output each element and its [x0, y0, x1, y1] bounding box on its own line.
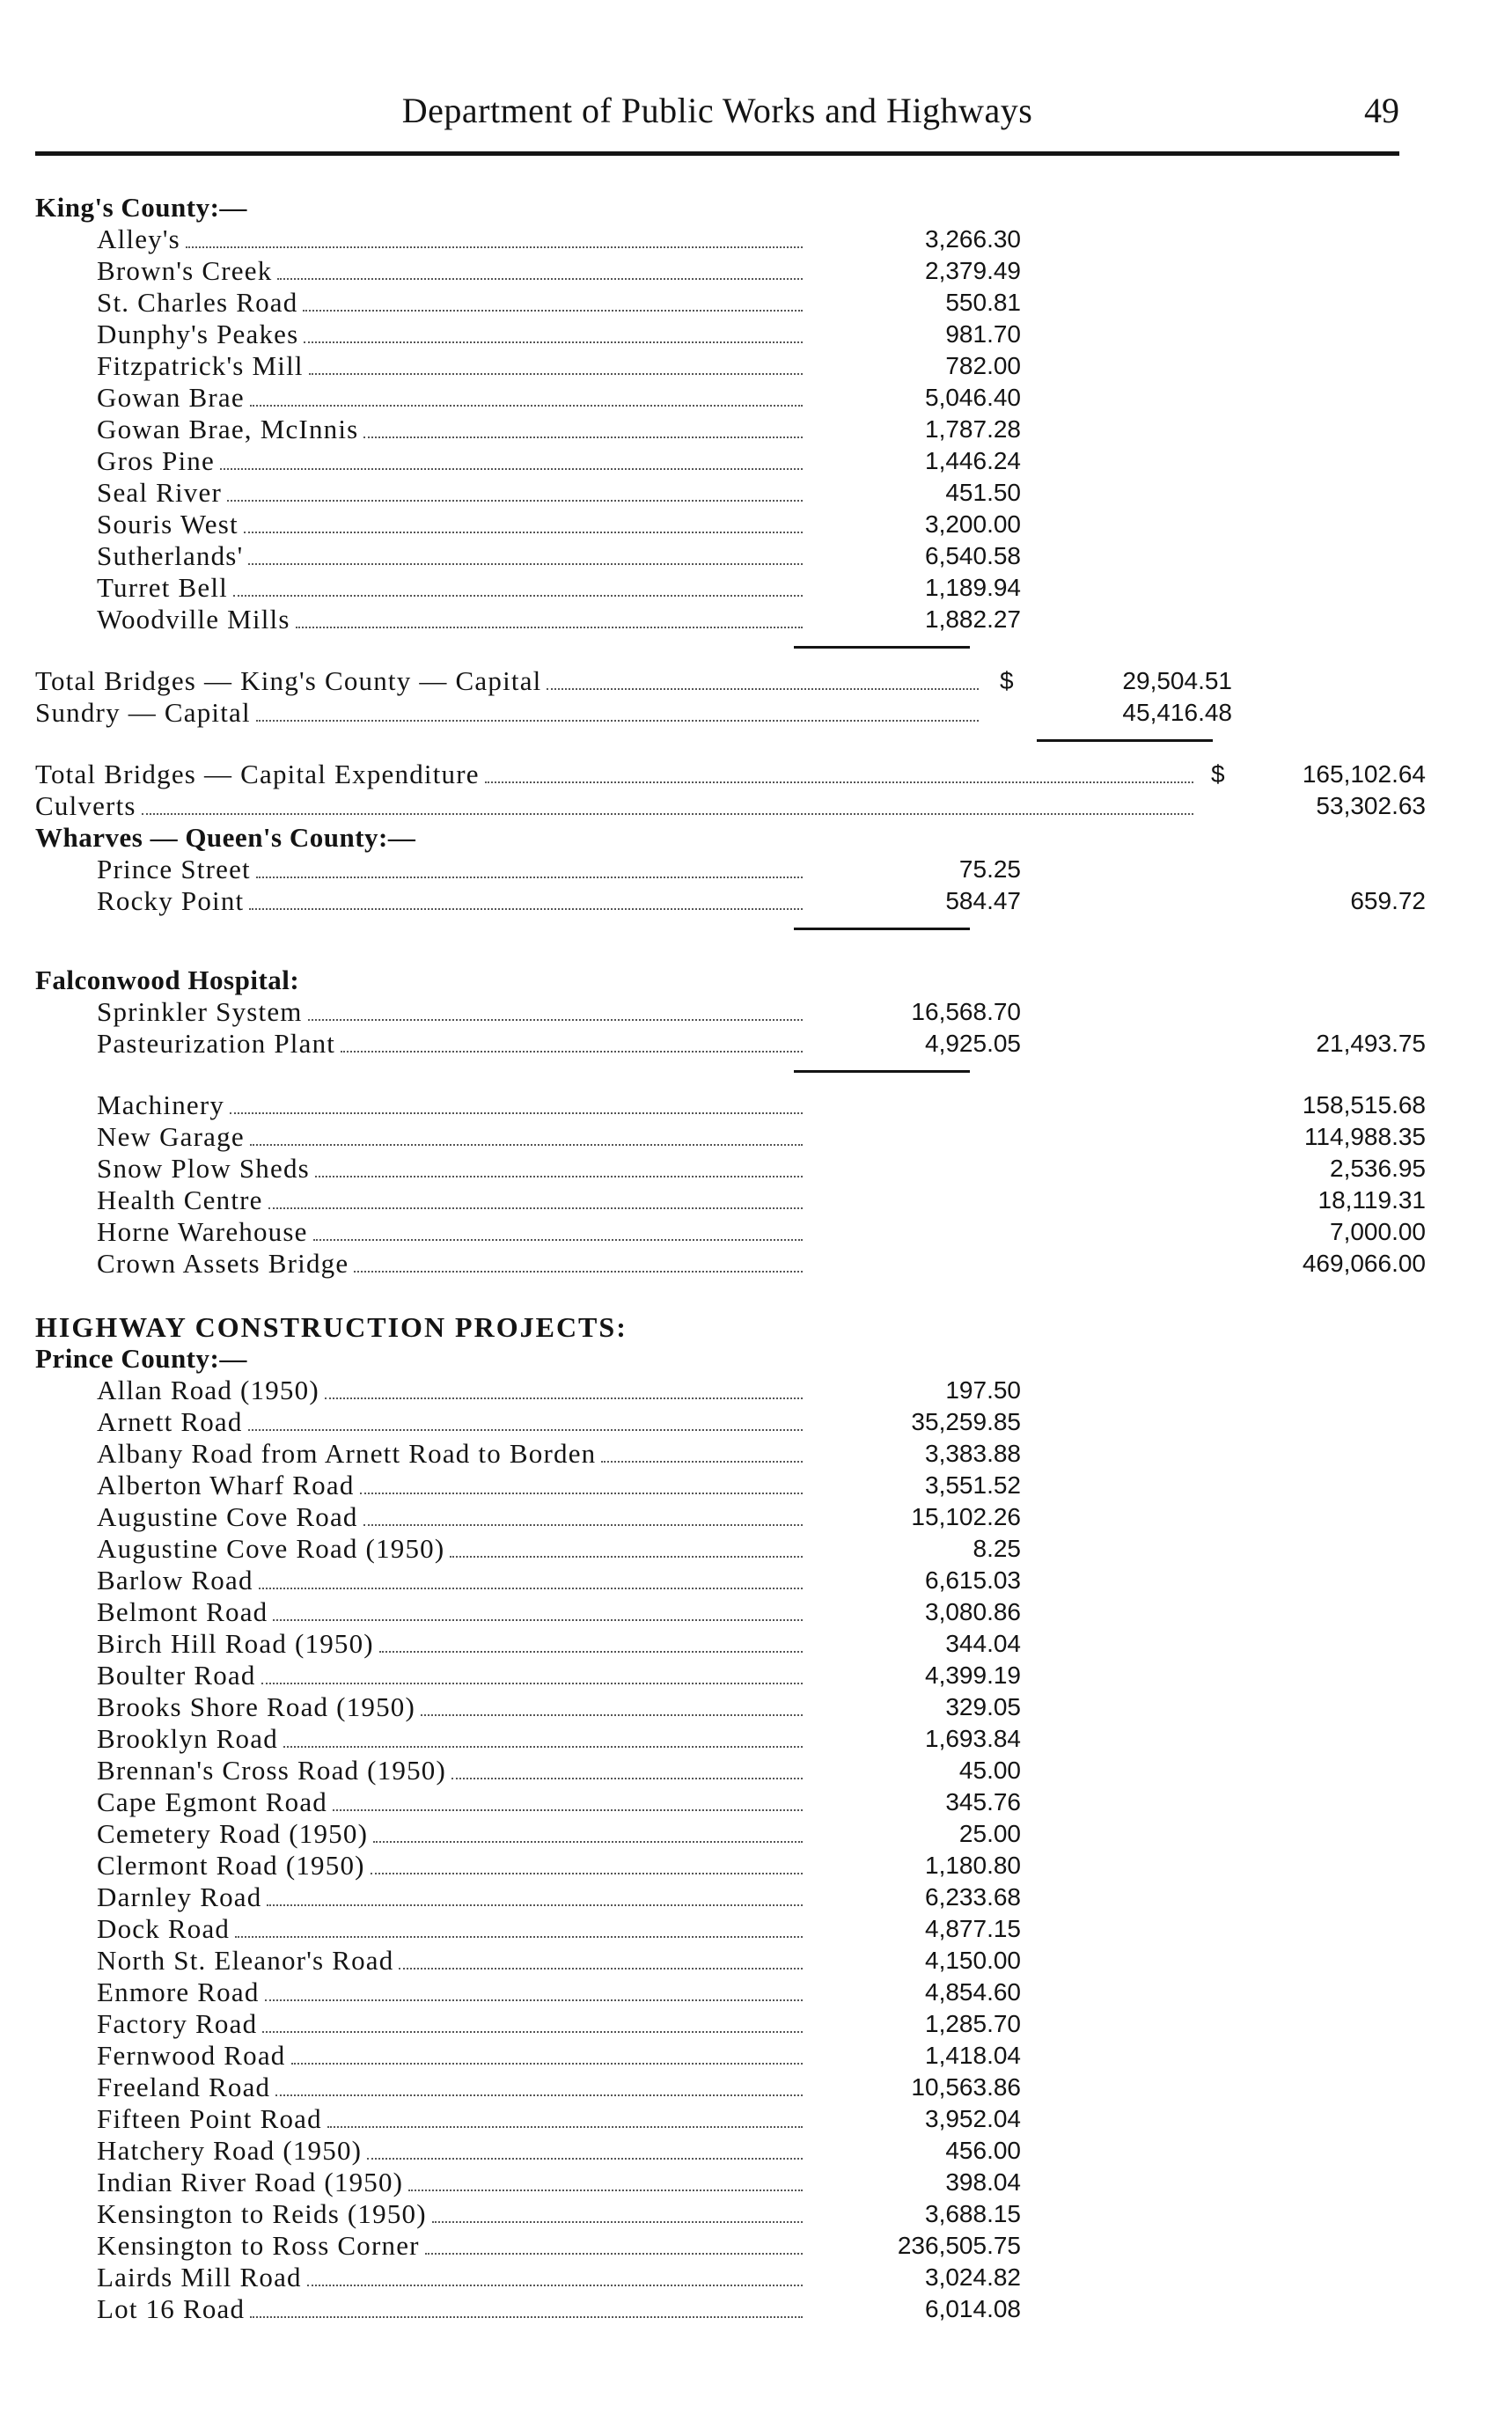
row-value: 158,515.68: [1302, 1091, 1426, 1119]
row-value: 550.81: [945, 289, 1021, 316]
falconwood-item-value: 4,925.05: [925, 1030, 1021, 1057]
leader-dots: [273, 1598, 803, 1621]
leader-dots: [248, 542, 803, 565]
leader-dots: [303, 289, 803, 312]
ledger-row: [35, 604, 1408, 635]
leader-dots: [325, 1376, 803, 1399]
ledger-row: [35, 445, 1408, 477]
row-value: 10,563.86: [911, 2073, 1021, 2101]
falconwood-total: 21,493.75: [1316, 1030, 1426, 1057]
total-bridges-capex-value: 165,102.64: [1302, 760, 1426, 788]
row-label: Freeland Road: [97, 2072, 806, 2103]
ledger-row: [35, 2040, 1408, 2072]
leader-dots: [373, 1820, 803, 1843]
row-value: 35,259.85: [911, 1408, 1021, 1435]
row-label: Augustine Cove Road: [97, 1501, 806, 1533]
total-bridges-capex-label: Total Bridges — Capital Expenditure: [35, 759, 1197, 790]
row-value: 2,536.95: [1330, 1155, 1426, 1182]
ledger-row: [35, 1882, 1408, 1913]
leader-dots: [249, 887, 803, 910]
row-label: North St. Eleanor's Road: [97, 1945, 806, 1977]
ledger-row: [35, 1216, 1426, 1248]
falconwood-item-value: 16,568.70: [911, 998, 1021, 1025]
row-value: 1,882.27: [925, 605, 1021, 633]
subtotal-rule: [794, 1070, 970, 1073]
row-value: 197.50: [945, 1376, 1021, 1404]
leader-dots: [421, 1693, 803, 1716]
total-bridges-kings-row: [35, 665, 1408, 697]
kings-subtotal-rule-row: [35, 635, 1408, 665]
leader-dots: [601, 1440, 803, 1463]
row-value: 236,505.75: [897, 2232, 1021, 2259]
misc-capital-list: [35, 1089, 1426, 1280]
leader-dots: [233, 574, 803, 597]
row-label: Darnley Road: [97, 1882, 806, 1913]
leader-dots: [485, 760, 1193, 783]
ledger-row: [35, 1977, 1408, 2008]
leader-dots: [371, 1852, 803, 1874]
row-label: Dock Road: [97, 1913, 806, 1945]
row-label: Turret Bell: [97, 572, 806, 604]
leader-dots: [367, 2137, 803, 2160]
leader-dots: [379, 1630, 803, 1653]
dollar-sign: $: [1000, 667, 1014, 694]
row-value: 4,399.19: [925, 1661, 1021, 1689]
ledger-row: [35, 2230, 1408, 2262]
leader-dots: [399, 1947, 803, 1970]
row-label: Factory Road: [97, 2008, 806, 2040]
leader-dots: [363, 415, 803, 438]
page-header: [35, 81, 1399, 144]
row-value: 3,024.82: [925, 2263, 1021, 2291]
row-value: 451.50: [945, 479, 1021, 506]
row-label: Alberton Wharf Road: [97, 1470, 806, 1501]
row-label: Allan Road (1950): [97, 1375, 806, 1406]
ledger-row: [35, 382, 1408, 414]
ledger-row: [35, 1185, 1426, 1216]
ledger-row: [35, 1945, 1408, 1977]
leader-dots: [248, 1408, 803, 1431]
falconwood-item-label: Sprinkler System: [97, 996, 806, 1028]
ledger-row: [35, 1501, 1408, 1533]
highway-projects-list: [35, 1375, 1408, 2325]
ledger-row: [35, 1850, 1408, 1882]
wharves-item-row: [35, 854, 1408, 885]
row-label: Barlow Road: [97, 1565, 806, 1596]
row-label: Boulter Road: [97, 1660, 806, 1691]
row-label: Lot 16 Road: [97, 2293, 806, 2325]
row-label: Gros Pine: [97, 445, 806, 477]
row-value: 18,119.31: [1317, 1186, 1426, 1214]
ledger-row: [35, 1723, 1408, 1755]
leader-dots: [363, 1503, 803, 1526]
ledger-row: [35, 2072, 1408, 2103]
ledger-row: [35, 2167, 1408, 2198]
row-value: 1,189.94: [925, 574, 1021, 601]
ledger-row: [35, 414, 1408, 445]
ledger-row: [35, 1596, 1408, 1628]
leader-dots: [250, 1123, 803, 1146]
ledger-row: [35, 1660, 1408, 1691]
row-label: Albany Road from Arnett Road to Borden: [97, 1438, 806, 1470]
leader-dots: [277, 257, 803, 280]
ledger-row: [35, 1818, 1408, 1850]
row-label: Dunphy's Peakes: [97, 319, 806, 350]
ledger-row: [35, 1089, 1426, 1121]
row-label: Horne Warehouse: [97, 1216, 806, 1248]
row-value: 3,080.86: [925, 1598, 1021, 1625]
subtotal-rule: [794, 646, 970, 649]
wharves-rule-row: [35, 917, 1408, 947]
row-value: 1,180.80: [925, 1852, 1021, 1879]
row-value: 981.70: [945, 320, 1021, 348]
ledger-row: [35, 1438, 1408, 1470]
row-value: 4,150.00: [925, 1947, 1021, 1974]
row-label: Indian River Road (1950): [97, 2167, 806, 2198]
ledger-row: [35, 319, 1408, 350]
row-label: Fernwood Road: [97, 2040, 806, 2072]
leader-dots: [354, 1250, 803, 1273]
ledger-row: [35, 509, 1408, 540]
row-label: Clermont Road (1950): [97, 1850, 806, 1882]
subtotal-rule: [1037, 739, 1213, 742]
ledger-row: [35, 2198, 1408, 2230]
row-label: Snow Plow Sheds: [97, 1153, 806, 1185]
wharves-heading-row: [35, 822, 1408, 854]
total-bridges-kings-label: Total Bridges — King's County — Capital: [35, 665, 982, 697]
row-label: Cemetery Road (1950): [97, 1818, 806, 1850]
total-bridges-kings-value: 29,504.51: [1122, 667, 1232, 694]
row-value: 456.00: [945, 2137, 1021, 2164]
ledger-row: [35, 1153, 1426, 1185]
row-label: Hatchery Road (1950): [97, 2135, 806, 2167]
page-title: Department of Public Works and Highways: [401, 91, 1033, 130]
wharves-item-row: [35, 885, 1426, 917]
row-value: 114,988.35: [1303, 1123, 1426, 1150]
dollar-sign: $: [1211, 760, 1225, 788]
leader-dots: [432, 2200, 803, 2223]
ledger-row: [35, 1375, 1408, 1406]
row-value: 2,379.49: [925, 257, 1021, 284]
row-value: 1,693.84: [925, 1725, 1021, 1752]
row-value: 45.00: [958, 1757, 1021, 1784]
ledger-row: [35, 2135, 1408, 2167]
kings-county-list: [35, 224, 1408, 635]
row-label: Crown Assets Bridge: [97, 1248, 806, 1280]
falconwood-item-row: [35, 996, 1408, 1028]
falconwood-item-label: Pasteurization Plant: [97, 1028, 806, 1060]
ledger-row: [35, 1628, 1408, 1660]
row-value: 398.04: [945, 2168, 1021, 2196]
spacer: [35, 947, 1408, 965]
row-label: Arnett Road: [97, 1406, 806, 1438]
row-value: 6,014.08: [925, 2295, 1021, 2322]
culverts-value: 53,302.63: [1316, 792, 1426, 819]
ledger-row: [35, 2103, 1408, 2135]
row-value: 345.76: [945, 1788, 1021, 1815]
row-label: Kensington to Ross Corner: [97, 2230, 806, 2262]
row-label: Fifteen Point Road: [97, 2103, 806, 2135]
row-value: 3,200.00: [925, 510, 1021, 538]
leader-dots: [262, 2010, 803, 2033]
row-value: 4,854.60: [925, 1978, 1021, 2006]
row-value: 3,383.88: [925, 1440, 1021, 1467]
leader-dots: [547, 667, 979, 690]
leader-dots: [268, 1186, 803, 1209]
row-label: Machinery: [97, 1089, 806, 1121]
leader-dots: [296, 605, 803, 628]
leader-dots: [261, 1661, 803, 1684]
row-label: Fitzpatrick's Mill: [97, 350, 806, 382]
leader-dots: [309, 352, 803, 375]
row-value: 782.00: [945, 352, 1021, 379]
leader-dots: [235, 1915, 803, 1938]
ledger-row: [35, 2293, 1408, 2325]
prince-county-heading: Prince County:—: [35, 1343, 247, 1374]
total-bridges-capex-row: [35, 759, 1426, 790]
ledger-row: [35, 1121, 1426, 1153]
row-value: 6,540.58: [925, 542, 1021, 569]
row-value: 469,066.00: [1302, 1250, 1426, 1277]
leader-dots: [283, 1725, 803, 1748]
row-value: 329.05: [945, 1693, 1021, 1720]
ledger-row: [35, 224, 1408, 255]
leader-dots: [451, 1757, 803, 1779]
row-label: Sutherlands': [97, 540, 806, 572]
leader-dots: [408, 2168, 803, 2191]
falconwood-heading: Falconwood Hospital:: [35, 965, 300, 995]
ledger-row: [35, 477, 1408, 509]
leader-dots: [220, 447, 803, 470]
row-value: 8.25: [973, 1535, 1021, 1562]
leader-dots: [256, 699, 979, 722]
header-rule: [35, 151, 1399, 156]
ledger-row: [35, 255, 1408, 287]
row-label: St. Charles Road: [97, 287, 806, 319]
row-label: Health Centre: [97, 1185, 806, 1216]
leader-dots: [308, 998, 803, 1021]
sundry-row: [35, 697, 1408, 729]
row-label: Alley's: [97, 224, 806, 255]
row-value: 6,233.68: [925, 1883, 1021, 1911]
leader-dots: [256, 855, 803, 878]
leader-dots: [259, 1566, 803, 1589]
row-label: Brooks Shore Road (1950): [97, 1691, 806, 1723]
ledger-row: [35, 572, 1408, 604]
falconwood-item-row: [35, 1028, 1426, 1060]
row-value: 3,952.04: [925, 2105, 1021, 2132]
row-label: Gowan Brae: [97, 382, 806, 414]
spacer: [35, 1280, 1408, 1311]
sundry-value: 45,416.48: [1122, 699, 1232, 726]
ledger-row: [35, 1533, 1408, 1565]
kings-county-heading-row: [35, 192, 1408, 224]
row-value: 3,266.30: [925, 225, 1021, 253]
ledger-row: [35, 1470, 1408, 1501]
ledger-row: [35, 350, 1408, 382]
row-label: Brennan's Cross Road (1950): [97, 1755, 806, 1786]
row-value: 1,285.70: [925, 2010, 1021, 2037]
leader-dots: [275, 2073, 803, 2096]
leader-dots: [333, 1788, 803, 1811]
ledger-row: [35, 1691, 1408, 1723]
row-label: Belmont Road: [97, 1596, 806, 1628]
row-label: Enmore Road: [97, 1977, 806, 2008]
wharves-item-value: 75.25: [958, 855, 1021, 883]
row-value: 6,615.03: [925, 1566, 1021, 1594]
leader-dots: [227, 479, 803, 502]
page-number: 49: [1364, 91, 1399, 130]
highway-heading-row: [35, 1311, 1408, 1343]
row-value: 1,418.04: [925, 2042, 1021, 2069]
falconwood-rule-row: [35, 1060, 1408, 1089]
leader-dots: [186, 225, 803, 248]
wharves-heading: Wharves — Queen's County:—: [35, 822, 416, 853]
wharves-total: 659.72: [1350, 887, 1426, 914]
culverts-label: Culverts: [35, 790, 1197, 822]
culverts-row: [35, 790, 1426, 822]
row-value: 7,000.00: [1330, 1218, 1426, 1245]
ledger-row: [35, 1406, 1408, 1438]
row-value: 25.00: [958, 1820, 1021, 1847]
row-label: Brown's Creek: [97, 255, 806, 287]
leader-dots: [267, 1883, 803, 1906]
sundry-rule-row: [35, 729, 1408, 759]
sundry-label: Sundry — Capital: [35, 697, 982, 729]
subtotal-rule: [794, 928, 970, 930]
row-label: Woodville Mills: [97, 604, 806, 635]
ledger-row: [35, 1755, 1408, 1786]
row-label: Souris West: [97, 509, 806, 540]
ledger-row: [35, 287, 1408, 319]
leader-dots: [313, 1218, 803, 1241]
ledger-row: [35, 2262, 1408, 2293]
row-label: Kensington to Reids (1950): [97, 2198, 806, 2230]
row-value: 4,877.15: [925, 1915, 1021, 1942]
highway-heading: HIGHWAY CONSTRUCTION PROJECTS:: [35, 1311, 628, 1343]
ledger-row: [35, 540, 1408, 572]
leader-dots: [304, 320, 803, 343]
ledger-row: [35, 1913, 1408, 1945]
leader-dots: [230, 1091, 803, 1114]
ledger-row: [35, 1786, 1408, 1818]
ledger-row: [35, 2008, 1408, 2040]
row-label: Brooklyn Road: [97, 1723, 806, 1755]
leader-dots: [360, 1471, 803, 1494]
wharves-item-label: Rocky Point: [97, 885, 806, 917]
leader-dots: [250, 2295, 803, 2318]
leader-dots: [307, 2263, 803, 2286]
kings-county-heading: King's County:—: [35, 192, 247, 223]
leader-dots: [315, 1155, 803, 1177]
row-value: 1,446.24: [925, 447, 1021, 474]
row-label: Birch Hill Road (1950): [97, 1628, 806, 1660]
leader-dots: [425, 2232, 803, 2255]
wharves-item-label: Prince Street: [97, 854, 806, 885]
prince-county-heading-row: [35, 1343, 1408, 1375]
leader-dots: [291, 2042, 804, 2065]
leader-dots: [142, 792, 1193, 815]
row-value: 344.04: [945, 1630, 1021, 1657]
leader-dots: [265, 1978, 803, 2001]
row-label: Cape Egmont Road: [97, 1786, 806, 1818]
row-label: Lairds Mill Road: [97, 2262, 806, 2293]
ledger-content: [35, 192, 1426, 2325]
falconwood-heading-row: [35, 965, 1408, 996]
leader-dots: [450, 1535, 803, 1558]
row-label: Augustine Cove Road (1950): [97, 1533, 806, 1565]
ledger-row: [35, 1565, 1408, 1596]
row-label: Gowan Brae, McInnis: [97, 414, 806, 445]
ledger-row: [35, 1248, 1426, 1280]
row-label: New Garage: [97, 1121, 806, 1153]
leader-dots: [250, 384, 803, 407]
row-label: Seal River: [97, 477, 806, 509]
row-value: 3,551.52: [925, 1471, 1021, 1499]
leader-dots: [341, 1030, 803, 1053]
leader-dots: [327, 2105, 803, 2128]
wharves-item-value: 584.47: [945, 887, 1021, 914]
row-value: 5,046.40: [925, 384, 1021, 411]
leader-dots: [244, 510, 803, 533]
row-value: 1,787.28: [925, 415, 1021, 443]
row-value: 15,102.26: [911, 1503, 1021, 1530]
row-value: 3,688.15: [925, 2200, 1021, 2227]
